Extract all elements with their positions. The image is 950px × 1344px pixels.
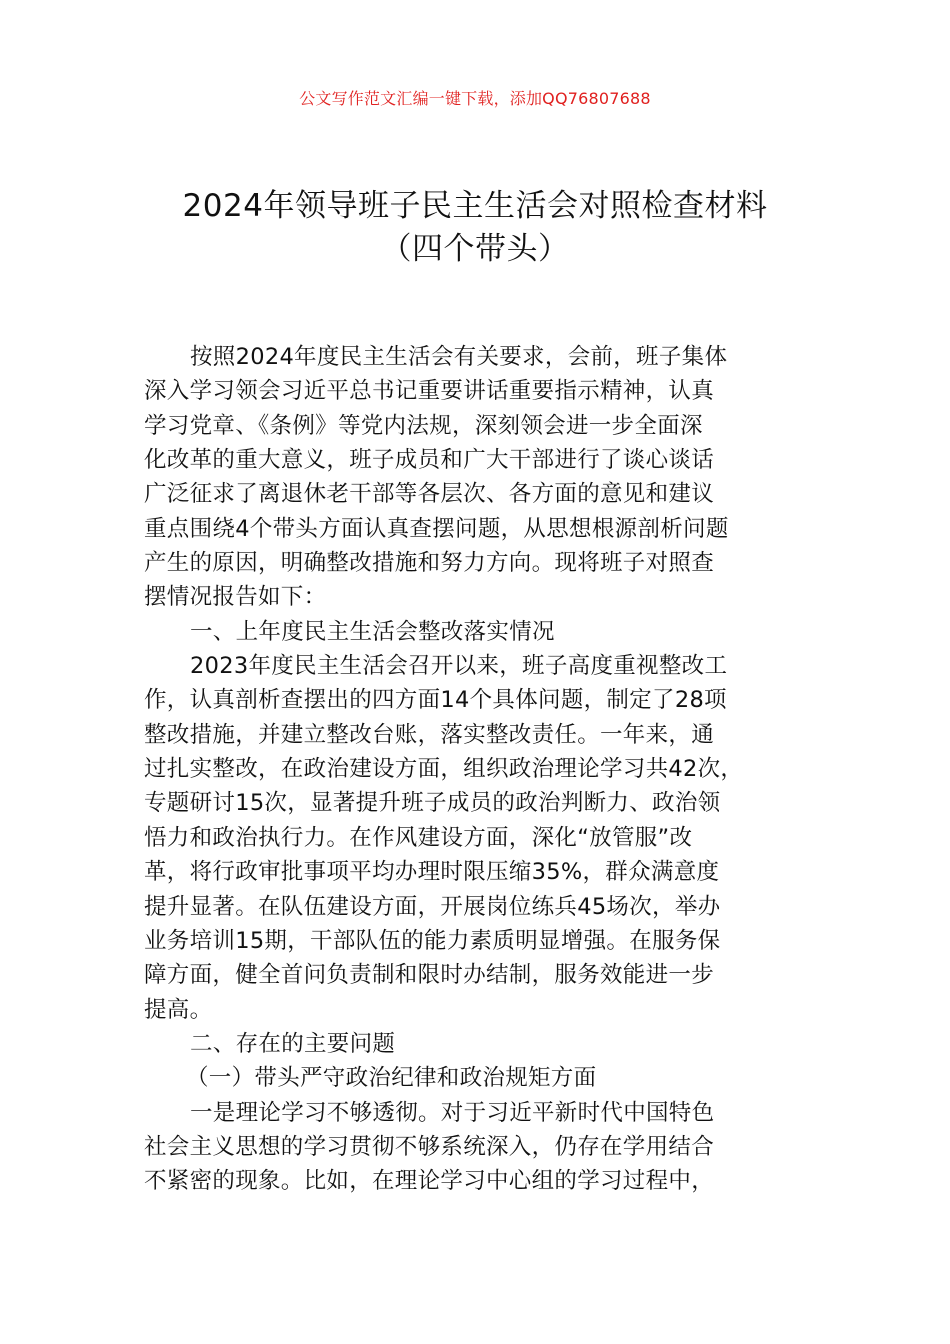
paragraph-problem-line: 不紧密的现象。比如，在理论学习中心组的学习过程中， xyxy=(144,1168,715,1195)
paragraph-rectification-line: 过扎实整改，在政治建设方面，组织政治理论学习共42次， xyxy=(144,756,744,783)
paragraph-intro-line: 广泛征求了离退休老干部等各层次、各方面的意见和建议 xyxy=(144,481,715,508)
paragraph-intro-line: 学习党章、《条例》等党内法规，深刻领会进一步全面深 xyxy=(144,412,703,439)
paragraph-rectification-line: 业务培训15期，干部队伍的能力素质明显增强。在服务保 xyxy=(144,927,721,954)
paragraph-rectification-line: 障方面，健全首问负责制和限时办结制，服务效能进一步 xyxy=(144,962,715,989)
document-subtitle: （四个带头） xyxy=(380,231,570,267)
paragraph-rectification-line: 2023年度民主生活会召开以来，班子高度重视整改工 xyxy=(190,653,728,680)
paragraph-rectification-line: 提升显著。在队伍建设方面，开展岗位练兵45场次，举办 xyxy=(144,893,721,920)
paragraph-rectification-line: 专题研讨15次，显著提升班子成员的政治判断力、政治领 xyxy=(144,790,721,817)
paragraph-rectification-line: 悟力和政治执行力。在作风建设方面，深化“放管服”改 xyxy=(144,824,693,851)
paragraph-problem-line: 社会主义思想的学习贯彻不够系统深入，仍存在学用结合 xyxy=(144,1133,715,1160)
document-body xyxy=(144,340,824,1199)
subsection-heading-1: （一）带头严守政治纪律和政治规矩方面 xyxy=(186,1065,597,1092)
paragraph-rectification-line: 作，认真剖析查摆出的四方面14个具体问题，制定了28项 xyxy=(144,687,727,714)
paragraph-rectification-line: 提高。 xyxy=(144,996,213,1023)
section-heading-2: 二、存在的主要问题 xyxy=(190,1030,396,1057)
section-heading-1: 一、上年度民主生活会整改落实情况 xyxy=(190,618,555,645)
paragraph-intro-line: 重点围绕4个带头方面认真查摆问题，从思想根源剖析问题 xyxy=(144,515,729,542)
paragraph-rectification-line: 革，将行政审批事项平均办理时限压缩35%，群众满意度 xyxy=(144,859,720,886)
download-banner: 公文写作范文汇编一键下载，添加QQ76807688 xyxy=(299,89,651,108)
paragraph-problem-line: 一是理论学习不够透彻。对于习近平新时代中国特色 xyxy=(190,1099,715,1126)
document-title: 2024年领导班子民主生活会对照检查材料 xyxy=(182,188,768,224)
paragraph-rectification-line: 整改措施，并建立整改台账，落实整改责任。一年来，通 xyxy=(144,721,715,748)
paragraph-intro-line: 深入学习领会习近平总书记重要讲话重要指示精神，认真 xyxy=(144,378,715,405)
paragraph-intro-line: 摆情况报告如下： xyxy=(144,584,327,611)
paragraph-intro-line: 产生的原因，明确整改措施和努力方向。现将班子对照查 xyxy=(144,550,715,577)
paragraph-intro-line: 按照2024年度民主生活会有关要求，会前，班子集体 xyxy=(190,344,728,370)
paragraph-intro-line: 化改革的重大意义，班子成员和广大干部进行了谈心谈话 xyxy=(144,447,715,474)
